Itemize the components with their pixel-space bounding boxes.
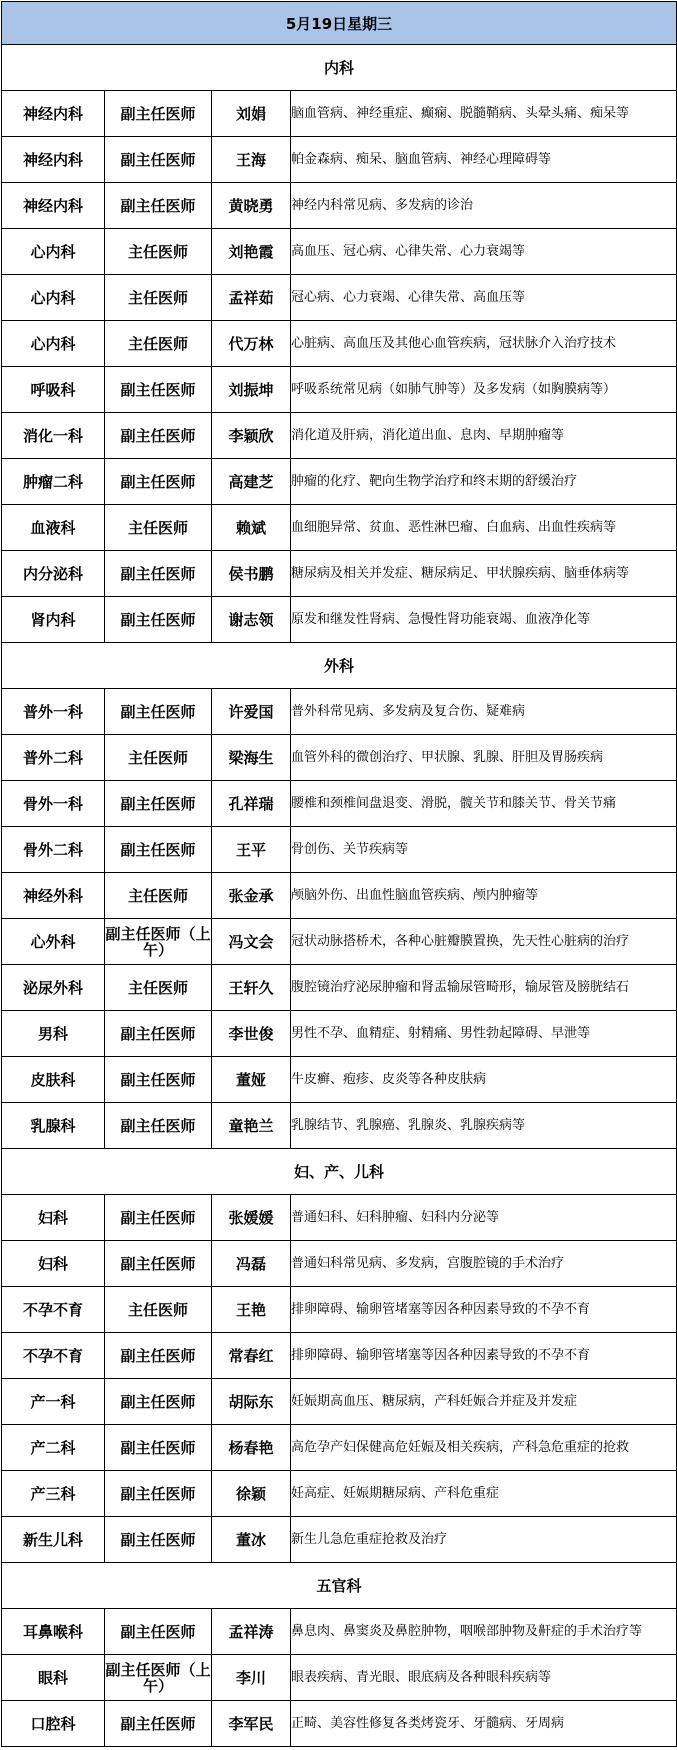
department-cell: 骨外二科 bbox=[2, 827, 105, 873]
specialty-cell: 冠状动脉搭桥术，各种心脏瓣膜置换，先天性心脏病的治疗 bbox=[291, 919, 677, 965]
title-cell: 副主任医师 bbox=[105, 781, 212, 827]
specialty-cell: 普通妇科、妇科肿瘤、妇科内分泌等 bbox=[291, 1195, 677, 1241]
schedule-row bbox=[2, 735, 677, 781]
department-cell: 新生儿科 bbox=[2, 1517, 105, 1563]
title-cell: 副主任医师 bbox=[105, 1103, 212, 1149]
section-header-row bbox=[2, 1563, 677, 1609]
title-cell: 主任医师 bbox=[105, 229, 212, 275]
department-cell: 血液科 bbox=[2, 505, 105, 551]
doctor-name-cell: 孟祥茹 bbox=[212, 275, 291, 321]
title-cell: 副主任医师 bbox=[105, 137, 212, 183]
schedule-row bbox=[2, 689, 677, 735]
specialty-cell: 妊娠期高血压、糖尿病，产科妊娠合并症及并发症 bbox=[291, 1379, 677, 1425]
department-cell: 消化一科 bbox=[2, 413, 105, 459]
specialty-cell: 消化道及肝病，消化道出血、息肉、早期肿瘤等 bbox=[291, 413, 677, 459]
department-cell: 神经内科 bbox=[2, 183, 105, 229]
department-cell: 妇科 bbox=[2, 1195, 105, 1241]
schedule-row bbox=[2, 1655, 677, 1701]
specialty-cell: 高危孕产妇保健高危妊娠及相关疾病，产科急危重症的抢救 bbox=[291, 1425, 677, 1471]
schedule-row bbox=[2, 137, 677, 183]
header-row bbox=[2, 2, 677, 45]
specialty-cell: 糖尿病及相关并发症、糖尿病足、甲状腺疾病、脑垂体病等 bbox=[291, 551, 677, 597]
section-title: 妇、产、儿科 bbox=[2, 1149, 677, 1195]
schedule-row bbox=[2, 275, 677, 321]
department-cell: 肿瘤二科 bbox=[2, 459, 105, 505]
department-cell: 心内科 bbox=[2, 275, 105, 321]
schedule-row bbox=[2, 1471, 677, 1517]
specialty-cell: 原发和继发性肾病、急慢性肾功能衰竭、血液净化等 bbox=[291, 597, 677, 643]
title-cell: 副主任医师 bbox=[105, 1471, 212, 1517]
schedule-row bbox=[2, 505, 677, 551]
doctor-name-cell: 刘娟 bbox=[212, 91, 291, 137]
doctor-name-cell: 梁海生 bbox=[212, 735, 291, 781]
title-cell: 副主任医师 bbox=[105, 413, 212, 459]
title-cell: 副主任医师 bbox=[105, 1425, 212, 1471]
schedule-row bbox=[2, 1011, 677, 1057]
department-cell: 耳鼻喉科 bbox=[2, 1609, 105, 1655]
title-cell: 主任医师 bbox=[105, 735, 212, 781]
title-cell: 副主任医师 bbox=[105, 459, 212, 505]
schedule-row bbox=[2, 551, 677, 597]
specialty-cell: 腰椎和颈椎间盘退变、滑脱，髋关节和膝关节、骨关节痛 bbox=[291, 781, 677, 827]
specialty-cell: 普外科常见病、多发病及复合伤、疑难病 bbox=[291, 689, 677, 735]
doctor-name-cell: 杨春艳 bbox=[212, 1425, 291, 1471]
doctor-name-cell: 王艳 bbox=[212, 1287, 291, 1333]
section-header-row bbox=[2, 643, 677, 689]
title-cell: 副主任医师 bbox=[105, 1609, 212, 1655]
title-cell: 副主任医师（上午） bbox=[105, 919, 212, 965]
section-header-row bbox=[2, 45, 677, 91]
doctor-name-cell: 王海 bbox=[212, 137, 291, 183]
title-cell: 主任医师 bbox=[105, 965, 212, 1011]
section-title: 外科 bbox=[2, 643, 677, 689]
section-title: 五官科 bbox=[2, 1563, 677, 1609]
doctor-name-cell: 赖斌 bbox=[212, 505, 291, 551]
department-cell: 妇科 bbox=[2, 1241, 105, 1287]
title-cell: 副主任医师 bbox=[105, 1241, 212, 1287]
title-cell: 主任医师 bbox=[105, 321, 212, 367]
doctor-name-cell: 代万林 bbox=[212, 321, 291, 367]
department-cell: 呼吸科 bbox=[2, 367, 105, 413]
doctor-name-cell: 胡际东 bbox=[212, 1379, 291, 1425]
schedule-row bbox=[2, 827, 677, 873]
schedule-row bbox=[2, 229, 677, 275]
department-cell: 心内科 bbox=[2, 229, 105, 275]
schedule-row bbox=[2, 1057, 677, 1103]
department-cell: 产三科 bbox=[2, 1471, 105, 1517]
specialty-cell: 冠心病、心力衰竭、心律失常、高血压等 bbox=[291, 275, 677, 321]
schedule-row bbox=[2, 919, 677, 965]
specialty-cell: 眼表疾病、青光眼、眼底病及各种眼科疾病等 bbox=[291, 1655, 677, 1701]
schedule-row bbox=[2, 873, 677, 919]
schedule-row bbox=[2, 1333, 677, 1379]
title-cell: 副主任医师 bbox=[105, 597, 212, 643]
doctor-name-cell: 李川 bbox=[212, 1655, 291, 1701]
schedule-row bbox=[2, 781, 677, 827]
department-cell: 不孕不育 bbox=[2, 1333, 105, 1379]
specialty-cell: 鼻息肉、鼻窦炎及鼻腔肿物，咽喉部肿物及鼾症的手术治疗等 bbox=[291, 1609, 677, 1655]
title-cell: 副主任医师 bbox=[105, 689, 212, 735]
doctor-name-cell: 张媛媛 bbox=[212, 1195, 291, 1241]
doctor-name-cell: 黄晓勇 bbox=[212, 183, 291, 229]
specialty-cell: 男性不孕、血精症、射精痛、男性勃起障碍、早泄等 bbox=[291, 1011, 677, 1057]
schedule-row bbox=[2, 183, 677, 229]
department-cell: 不孕不育 bbox=[2, 1287, 105, 1333]
department-cell: 心内科 bbox=[2, 321, 105, 367]
title-cell: 副主任医师 bbox=[105, 1517, 212, 1563]
title-cell: 副主任医师 bbox=[105, 827, 212, 873]
doctor-name-cell: 徐颖 bbox=[212, 1471, 291, 1517]
doctor-name-cell: 刘艳霞 bbox=[212, 229, 291, 275]
section-title: 内科 bbox=[2, 45, 677, 91]
schedule-row bbox=[2, 91, 677, 137]
doctor-name-cell: 李世俊 bbox=[212, 1011, 291, 1057]
title-cell: 主任医师 bbox=[105, 275, 212, 321]
doctor-name-cell: 孔祥瑞 bbox=[212, 781, 291, 827]
title-cell: 副主任医师 bbox=[105, 1379, 212, 1425]
department-cell: 泌尿外科 bbox=[2, 965, 105, 1011]
specialty-cell: 妊高症、妊娠期糖尿病、产科危重症 bbox=[291, 1471, 677, 1517]
schedule-row bbox=[2, 597, 677, 643]
specialty-cell: 帕金森病、痴呆、脑血管病、神经心理障碍等 bbox=[291, 137, 677, 183]
schedule-row bbox=[2, 965, 677, 1011]
doctor-name-cell: 张金承 bbox=[212, 873, 291, 919]
specialty-cell: 排卵障碍、输卵管堵塞等因各种因素导致的不孕不育 bbox=[291, 1287, 677, 1333]
doctor-name-cell: 李颖欣 bbox=[212, 413, 291, 459]
specialty-cell: 肿瘤的化疗、靶向生物学治疗和终末期的舒缓治疗 bbox=[291, 459, 677, 505]
department-cell: 男科 bbox=[2, 1011, 105, 1057]
department-cell: 骨外一科 bbox=[2, 781, 105, 827]
specialty-cell: 血细胞异常、贫血、恶性淋巴瘤、白血病、出血性疾病等 bbox=[291, 505, 677, 551]
doctor-name-cell: 李军民 bbox=[212, 1701, 291, 1747]
specialty-cell: 正畸、美容性修复各类烤瓷牙、牙髓病、牙周病 bbox=[291, 1701, 677, 1747]
title-cell: 副主任医师 bbox=[105, 1195, 212, 1241]
department-cell: 皮肤科 bbox=[2, 1057, 105, 1103]
section-header-row bbox=[2, 1149, 677, 1195]
doctor-name-cell: 童艳兰 bbox=[212, 1103, 291, 1149]
schedule-row bbox=[2, 367, 677, 413]
specialty-cell: 乳腺结节、乳腺癌、乳腺炎、乳腺疾病等 bbox=[291, 1103, 677, 1149]
specialty-cell: 心脏病、高血压及其他心血管疾病，冠状脉介入治疗技术 bbox=[291, 321, 677, 367]
department-cell: 产二科 bbox=[2, 1425, 105, 1471]
specialty-cell: 牛皮癣、疱疹、皮炎等各种皮肤病 bbox=[291, 1057, 677, 1103]
doctor-name-cell: 谢志领 bbox=[212, 597, 291, 643]
schedule-row bbox=[2, 1195, 677, 1241]
schedule-row bbox=[2, 1287, 677, 1333]
title-cell: 主任医师 bbox=[105, 1287, 212, 1333]
title-cell: 副主任医师 bbox=[105, 91, 212, 137]
doctor-name-cell: 侯书鹏 bbox=[212, 551, 291, 597]
specialty-cell: 神经内科常见病、多发病的诊治 bbox=[291, 183, 677, 229]
title-cell: 副主任医师（上午） bbox=[105, 1655, 212, 1701]
doctor-name-cell: 王轩久 bbox=[212, 965, 291, 1011]
title-cell: 副主任医师 bbox=[105, 367, 212, 413]
department-cell: 神经内科 bbox=[2, 91, 105, 137]
title-cell: 副主任医师 bbox=[105, 1701, 212, 1747]
date-title: 5月19日星期三 bbox=[2, 2, 677, 45]
department-cell: 乳腺科 bbox=[2, 1103, 105, 1149]
schedule-row bbox=[2, 1103, 677, 1149]
schedule-row bbox=[2, 413, 677, 459]
schedule-table bbox=[1, 1, 677, 1747]
department-cell: 眼科 bbox=[2, 1655, 105, 1701]
schedule-row bbox=[2, 1379, 677, 1425]
doctor-name-cell: 冯文会 bbox=[212, 919, 291, 965]
title-cell: 主任医师 bbox=[105, 873, 212, 919]
department-cell: 心外科 bbox=[2, 919, 105, 965]
department-cell: 神经内科 bbox=[2, 137, 105, 183]
specialty-cell: 新生儿急危重症抢救及治疗 bbox=[291, 1517, 677, 1563]
department-cell: 肾内科 bbox=[2, 597, 105, 643]
specialty-cell: 腹腔镜治疗泌尿肿瘤和肾盂输尿管畸形，输尿管及膀胱结石 bbox=[291, 965, 677, 1011]
doctor-name-cell: 许爱国 bbox=[212, 689, 291, 735]
doctor-name-cell: 刘振坤 bbox=[212, 367, 291, 413]
title-cell: 副主任医师 bbox=[105, 1057, 212, 1103]
department-cell: 普外二科 bbox=[2, 735, 105, 781]
doctor-name-cell: 王平 bbox=[212, 827, 291, 873]
title-cell: 副主任医师 bbox=[105, 1333, 212, 1379]
department-cell: 内分泌科 bbox=[2, 551, 105, 597]
department-cell: 口腔科 bbox=[2, 1701, 105, 1747]
doctor-name-cell: 董冰 bbox=[212, 1517, 291, 1563]
schedule-row bbox=[2, 459, 677, 505]
schedule-row bbox=[2, 1517, 677, 1563]
specialty-cell: 呼吸系统常见病（如肺气肿等）及多发病（如胸膜病等） bbox=[291, 367, 677, 413]
department-cell: 神经外科 bbox=[2, 873, 105, 919]
schedule-row bbox=[2, 1241, 677, 1287]
schedule-row bbox=[2, 1609, 677, 1655]
specialty-cell: 颅脑外伤、出血性脑血管疾病、颅内肿瘤等 bbox=[291, 873, 677, 919]
title-cell: 副主任医师 bbox=[105, 183, 212, 229]
specialty-cell: 高血压、冠心病、心律失常、心力衰竭等 bbox=[291, 229, 677, 275]
specialty-cell: 脑血管病、神经重症、癫痫、脱髓鞘病、头晕头痛、痴呆等 bbox=[291, 91, 677, 137]
doctor-name-cell: 高建芝 bbox=[212, 459, 291, 505]
schedule-row bbox=[2, 1425, 677, 1471]
department-cell: 产一科 bbox=[2, 1379, 105, 1425]
title-cell: 主任医师 bbox=[105, 505, 212, 551]
doctor-name-cell: 冯磊 bbox=[212, 1241, 291, 1287]
doctor-name-cell: 董娅 bbox=[212, 1057, 291, 1103]
specialty-cell: 普通妇科常见病、多发病，宫腹腔镜的手术治疗 bbox=[291, 1241, 677, 1287]
schedule-row bbox=[2, 1701, 677, 1747]
doctor-name-cell: 常春红 bbox=[212, 1333, 291, 1379]
title-cell: 副主任医师 bbox=[105, 1011, 212, 1057]
doctor-name-cell: 孟祥涛 bbox=[212, 1609, 291, 1655]
specialty-cell: 骨创伤、关节疾病等 bbox=[291, 827, 677, 873]
schedule-row bbox=[2, 321, 677, 367]
department-cell: 普外一科 bbox=[2, 689, 105, 735]
title-cell: 副主任医师 bbox=[105, 551, 212, 597]
specialty-cell: 血管外科的微创治疗、甲状腺、乳腺、肝胆及胃肠疾病 bbox=[291, 735, 677, 781]
specialty-cell: 排卵障碍、输卵管堵塞等因各种因素导致的不孕不育 bbox=[291, 1333, 677, 1379]
